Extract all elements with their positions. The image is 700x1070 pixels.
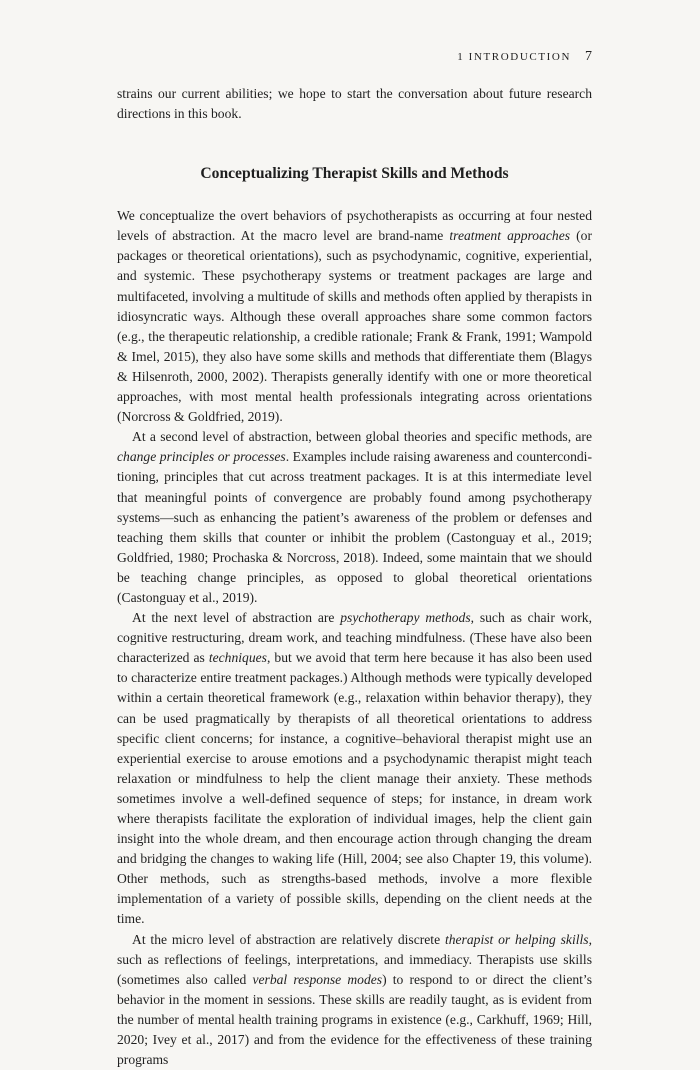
paragraph-4: At the micro level of abstraction are relatively discrete therapist or helping skills, such as reflections of feelings, interpretations, and immediacy. Therapists use skills (sometimes also called verbal response modes) to respond to or direct the client’s behavior in the moment in sessions. These skills are readily taught, as is evident from the number of mental health training programs in existence (e.g., Carkhuff, 1969; Hill, 2020; Ivey et al., 2017) and from the evidence for the effectiveness of these training programs: [117, 931, 592, 1068]
term-treatment-approaches: treatment approaches: [449, 228, 571, 244]
chapter-label: 1 INTRODUCTION: [457, 51, 571, 63]
term-verbal-response-modes: verbal response modes: [252, 971, 383, 987]
page-number: 7: [585, 49, 592, 64]
paragraph-3: At the next level of abstraction are psychotherapy methods, such as chair work, cognitive restructuring, dream work, and teaching mindfulness. (These have also been characterized as techniques, but we avoid that term here because it has also been used to characterize entire treatment packages.) Although methods were typically developed within a certain theoretical framework (e.g., relaxation within behavior therapy), they can be used pragmatically by therapists of all theoretical orientations to address specific client concerns; for instance, a cognitive–behavioral therapist might use an experiential exercise to arouse emotions and a psychodynamic therapist might teach relaxation or mindfulness to help the client manage their anxiety. These methods sometimes involve a well-defined sequence of steps; for instance, in dream work where therapists facilitate the exploration of individual images, help the client gain insight into the whole dream, and then encourage action through changing the dream and bridging the changes to waking life (Hill, 2004; see also Chapter 19, this volume). Other methods, such as strengths-based methods, involve a more flexible implementation of a variety of possible skills, depending on the client needs at the time.: [117, 610, 592, 927]
paragraph-2: At a second level of abstraction, between global theories and specific methods, are change principles or processes. Examples include raising awareness and counterconditioning, principles that cut across treatment packages. It is at this intermediate level that meaningful points of convergence are probably found among psychotherapy systems—such as enhancing the patient’s awareness of the problem or defenses and teaching them skills that counter or inhibit the problem (Castonguay et al., 2019; Goldfried, 1980; Prochaska & Norcross, 2018). Indeed, some maintain that we should be teaching change principles, as opposed to global theoretical orientations (Castonguay et al., 2019).: [117, 429, 592, 605]
term-psychotherapy-methods: psychotherapy methods: [340, 610, 471, 626]
body-text: [117, 84, 592, 1070]
section-heading: Conceptualizing Therapist Skills and Methods: [200, 165, 509, 183]
paragraph-1: We conceptualize the overt behaviors of psychotherapists as occurring at four nested levels of abstraction. At the macro level are brand-name treatment approaches (or packages or theoretical orientations), such as psychodynamic, cognitive, experiential, and systemic. These psychotherapy systems or treatment packages are large and multifaceted, involving a multitude of skills and methods often applied by therapists in idiosyncratic ways. Although these overall approaches share some common factors (e.g., the therapeutic relationship, a credible rationale; Frank & Frank, 1991; Wampold & Imel, 2015), they also have some skills and methods that differentiate them (Blagys & Hilsenroth, 2000, 2002). Therapists generally identify with one or more theoretical approaches, with most mental health professionals integrating across orientations (Norcross & Goldfried, 2019).: [117, 208, 593, 425]
term-techniques: techniques: [208, 650, 267, 666]
term-helping-skills: therapist or helping skills: [444, 931, 589, 947]
intro-paragraph: strains our current abilities; we hope to start the conversation about future research directions in this book.: [117, 86, 592, 122]
term-change-principles: change principles or processes: [117, 449, 286, 465]
running-head: [457, 49, 592, 65]
